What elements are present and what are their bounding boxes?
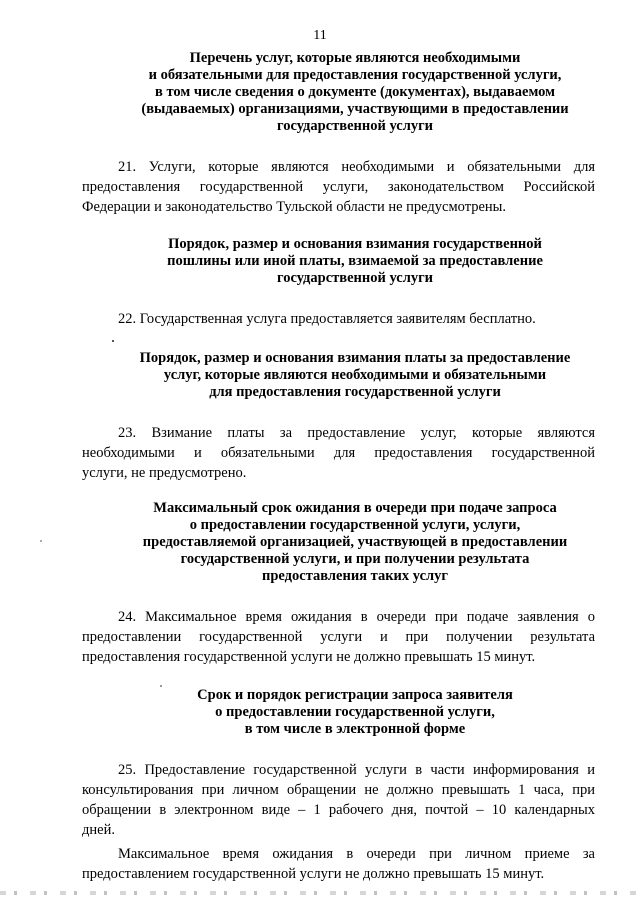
paragraph: 22. Государственная услуга предоставляется заявителям бесплатно. <box>118 311 536 327</box>
section-heading: Порядок, размер и основания взимания государственной пошлины или иной платы, взимаемой за предоставление государственной услуги <box>167 236 543 286</box>
paragraph: 25. Предоставление государственной услуги в части информирования и консультирования при личном обращении не должно превышать 1 часа, при обращении в электронном виде – 1 рабочего дня, почтой – 10 календарных дней. <box>82 762 595 838</box>
section-heading: Перечень услуг, которые являются необходимыми и обязательными для предоставления государственной услуги, в том числе сведения о документе (документах), выдаваемом (выдаваемых) организациями, участвующими в предоставлении государственной услуги <box>141 50 569 134</box>
scan-mark <box>160 685 162 687</box>
page-number: 11 <box>313 28 327 43</box>
scan-mark <box>112 340 114 342</box>
paragraph: Максимальное время ожидания в очереди при личном приеме за предоставлением государственной услуги не должно превышать 15 минут. <box>82 846 595 882</box>
paragraph: 21. Услуги, которые являются необходимыми и обязательными для предоставления государственной услуги, законодательством Российской Федерации и законодательство Тульской области не предусмотрены. <box>82 159 595 215</box>
section-heading: Срок и порядок регистрации запроса заявителя о предоставлении государственной услуги, в том числе в электронной форме <box>197 687 513 737</box>
paragraph: 23. Взимание платы за предоставление услуг, которые являются необходимыми и обязательными для предоставления государственной услуги, не предусмотрено. <box>82 425 595 481</box>
section-heading: Порядок, размер и основания взимания платы за предоставление услуг, которые являются необходимыми и обязательными для предоставления государственной услуги <box>139 350 571 400</box>
scan-mark <box>40 540 42 542</box>
document-body <box>82 50 595 884</box>
section-heading: Максимальный срок ожидания в очереди при подаче запроса о предоставлении государственной услуги, услуги, предоставляемой организацией, участвующей в предоставлении государственной услуги, и при получении результата предоставления таких услуг <box>142 500 568 584</box>
scan-edge <box>0 891 640 895</box>
paragraph: 24. Максимальное время ожидания в очереди при подаче заявления о предоставлении государственной услуги и при получении результата предоставления государственной услуги не должно превышать 15 минут. <box>82 609 595 665</box>
